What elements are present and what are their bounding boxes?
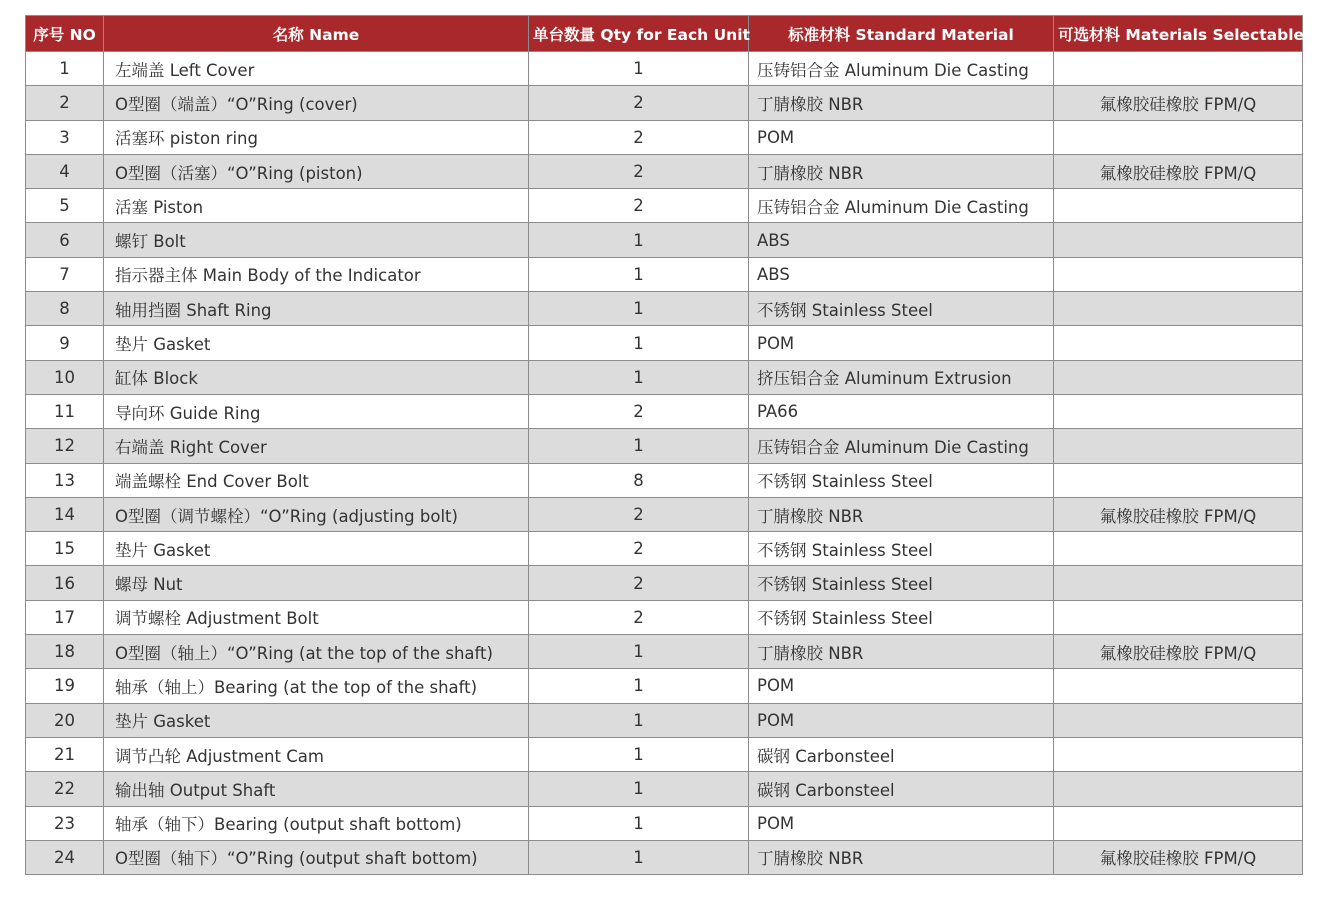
- cell-qty: 1: [529, 223, 749, 257]
- cell-no: 12: [26, 429, 104, 463]
- table-row: [26, 806, 1303, 840]
- cell-standard-material: POM: [749, 703, 1054, 737]
- cell-qty: 1: [529, 840, 749, 874]
- cell-qty: 2: [529, 120, 749, 154]
- table-row: [26, 532, 1303, 566]
- cell-standard-material: POM: [749, 326, 1054, 360]
- cell-materials-selectable: [1054, 257, 1303, 291]
- cell-no: 24: [26, 840, 104, 874]
- table-row: [26, 669, 1303, 703]
- table-row: [26, 566, 1303, 600]
- header-name: 名称 Name: [104, 16, 529, 52]
- cell-name: 左端盖 Left Cover: [104, 52, 529, 86]
- cell-name: 调节凸轮 Adjustment Cam: [104, 737, 529, 771]
- cell-standard-material: ABS: [749, 257, 1054, 291]
- cell-materials-selectable: [1054, 52, 1303, 86]
- cell-name: 螺母 Nut: [104, 566, 529, 600]
- cell-standard-material: 不锈钢 Stainless Steel: [749, 600, 1054, 634]
- cell-standard-material: ABS: [749, 223, 1054, 257]
- cell-no: 18: [26, 635, 104, 669]
- cell-no: 23: [26, 806, 104, 840]
- cell-qty: 2: [529, 394, 749, 428]
- cell-qty: 1: [529, 257, 749, 291]
- cell-standard-material: 丁腈橡胶 NBR: [749, 497, 1054, 531]
- cell-name: 导向环 Guide Ring: [104, 394, 529, 428]
- cell-qty: 1: [529, 635, 749, 669]
- cell-name: 右端盖 Right Cover: [104, 429, 529, 463]
- table-row: [26, 635, 1303, 669]
- cell-standard-material: 丁腈橡胶 NBR: [749, 154, 1054, 188]
- cell-name: 垫片 Gasket: [104, 532, 529, 566]
- table-header-row: [26, 16, 1303, 52]
- cell-standard-material: 压铸铝合金 Aluminum Die Casting: [749, 429, 1054, 463]
- cell-name: O型圈（端盖）“O”Ring (cover): [104, 86, 529, 120]
- table-row: [26, 86, 1303, 120]
- cell-standard-material: 丁腈橡胶 NBR: [749, 86, 1054, 120]
- table-body: [26, 52, 1303, 875]
- table-row: [26, 326, 1303, 360]
- cell-name: 垫片 Gasket: [104, 703, 529, 737]
- cell-name: 调节螺栓 Adjustment Bolt: [104, 600, 529, 634]
- cell-materials-selectable: [1054, 669, 1303, 703]
- cell-materials-selectable: 氟橡胶硅橡胶 FPM/Q: [1054, 635, 1303, 669]
- table-row: [26, 154, 1303, 188]
- cell-name: O型圈（调节螺栓）“O”Ring (adjusting bolt): [104, 497, 529, 531]
- table-row: [26, 52, 1303, 86]
- header-standard-material: 标准材料 Standard Material: [749, 16, 1054, 52]
- cell-standard-material: 碳钢 Carbonsteel: [749, 737, 1054, 771]
- cell-name: 轴用挡圈 Shaft Ring: [104, 292, 529, 326]
- cell-qty: 1: [529, 429, 749, 463]
- table-row: [26, 429, 1303, 463]
- cell-standard-material: 碳钢 Carbonsteel: [749, 772, 1054, 806]
- cell-name: 螺钉 Bolt: [104, 223, 529, 257]
- cell-no: 22: [26, 772, 104, 806]
- cell-qty: 1: [529, 772, 749, 806]
- cell-materials-selectable: [1054, 292, 1303, 326]
- cell-qty: 2: [529, 154, 749, 188]
- cell-standard-material: 丁腈橡胶 NBR: [749, 635, 1054, 669]
- table-row: [26, 120, 1303, 154]
- cell-qty: 1: [529, 703, 749, 737]
- cell-name: 轴承（轴下）Bearing (output shaft bottom): [104, 806, 529, 840]
- cell-name: 轴承（轴上）Bearing (at the top of the shaft): [104, 669, 529, 703]
- cell-name: O型圈（轴下）“O”Ring (output shaft bottom): [104, 840, 529, 874]
- cell-qty: 2: [529, 497, 749, 531]
- cell-name: 活塞环 piston ring: [104, 120, 529, 154]
- cell-qty: 2: [529, 86, 749, 120]
- cell-materials-selectable: [1054, 772, 1303, 806]
- cell-standard-material: 不锈钢 Stainless Steel: [749, 463, 1054, 497]
- cell-standard-material: 压铸铝合金 Aluminum Die Casting: [749, 52, 1054, 86]
- header-no: 序号 NO: [26, 16, 104, 52]
- cell-materials-selectable: [1054, 737, 1303, 771]
- cell-no: 21: [26, 737, 104, 771]
- cell-standard-material: PA66: [749, 394, 1054, 428]
- cell-name: 缸体 Block: [104, 360, 529, 394]
- cell-materials-selectable: 氟橡胶硅橡胶 FPM/Q: [1054, 840, 1303, 874]
- cell-no: 2: [26, 86, 104, 120]
- cell-name: 指示器主体 Main Body of the Indicator: [104, 257, 529, 291]
- header-materials-selectable: 可选材料 Materials Selectable: [1054, 16, 1303, 52]
- cell-materials-selectable: [1054, 532, 1303, 566]
- cell-qty: 2: [529, 600, 749, 634]
- cell-materials-selectable: [1054, 326, 1303, 360]
- cell-materials-selectable: [1054, 120, 1303, 154]
- cell-no: 15: [26, 532, 104, 566]
- cell-no: 13: [26, 463, 104, 497]
- cell-standard-material: 挤压铝合金 Aluminum Extrusion: [749, 360, 1054, 394]
- cell-qty: 1: [529, 52, 749, 86]
- table-row: [26, 703, 1303, 737]
- cell-materials-selectable: [1054, 806, 1303, 840]
- cell-standard-material: 不锈钢 Stainless Steel: [749, 566, 1054, 600]
- cell-no: 3: [26, 120, 104, 154]
- cell-no: 14: [26, 497, 104, 531]
- cell-name: 输出轴 Output Shaft: [104, 772, 529, 806]
- cell-no: 16: [26, 566, 104, 600]
- table-row: [26, 737, 1303, 771]
- cell-materials-selectable: [1054, 223, 1303, 257]
- cell-no: 17: [26, 600, 104, 634]
- table-row: [26, 497, 1303, 531]
- cell-qty: 8: [529, 463, 749, 497]
- cell-no: 11: [26, 394, 104, 428]
- cell-qty: 1: [529, 669, 749, 703]
- cell-qty: 1: [529, 806, 749, 840]
- table-row: [26, 360, 1303, 394]
- table-row: [26, 189, 1303, 223]
- cell-qty: 1: [529, 737, 749, 771]
- cell-qty: 2: [529, 566, 749, 600]
- table-row: [26, 394, 1303, 428]
- cell-name: 活塞 Piston: [104, 189, 529, 223]
- cell-no: 8: [26, 292, 104, 326]
- cell-name: 垫片 Gasket: [104, 326, 529, 360]
- cell-standard-material: 丁腈橡胶 NBR: [749, 840, 1054, 874]
- cell-materials-selectable: 氟橡胶硅橡胶 FPM/Q: [1054, 497, 1303, 531]
- cell-standard-material: 压铸铝合金 Aluminum Die Casting: [749, 189, 1054, 223]
- cell-qty: 1: [529, 360, 749, 394]
- table-row: [26, 600, 1303, 634]
- cell-materials-selectable: 氟橡胶硅橡胶 FPM/Q: [1054, 154, 1303, 188]
- cell-no: 19: [26, 669, 104, 703]
- cell-no: 20: [26, 703, 104, 737]
- table-row: [26, 292, 1303, 326]
- cell-no: 7: [26, 257, 104, 291]
- cell-no: 5: [26, 189, 104, 223]
- cell-materials-selectable: [1054, 394, 1303, 428]
- cell-standard-material: 不锈钢 Stainless Steel: [749, 532, 1054, 566]
- cell-standard-material: 不锈钢 Stainless Steel: [749, 292, 1054, 326]
- table-row: [26, 772, 1303, 806]
- header-qty: 单台数量 Qty for Each Unit: [529, 16, 749, 52]
- cell-qty: 2: [529, 532, 749, 566]
- cell-standard-material: POM: [749, 669, 1054, 703]
- cell-materials-selectable: [1054, 360, 1303, 394]
- cell-qty: 1: [529, 292, 749, 326]
- cell-materials-selectable: [1054, 600, 1303, 634]
- cell-standard-material: POM: [749, 806, 1054, 840]
- cell-name: 端盖螺栓 End Cover Bolt: [104, 463, 529, 497]
- cell-no: 1: [26, 52, 104, 86]
- cell-no: 9: [26, 326, 104, 360]
- cell-no: 10: [26, 360, 104, 394]
- table-row: [26, 463, 1303, 497]
- cell-name: O型圈（活塞）“O”Ring (piston): [104, 154, 529, 188]
- parts-table: [25, 15, 1303, 875]
- cell-materials-selectable: [1054, 463, 1303, 497]
- cell-no: 6: [26, 223, 104, 257]
- cell-qty: 1: [529, 326, 749, 360]
- cell-materials-selectable: [1054, 703, 1303, 737]
- table-row: [26, 223, 1303, 257]
- cell-materials-selectable: [1054, 429, 1303, 463]
- cell-materials-selectable: 氟橡胶硅橡胶 FPM/Q: [1054, 86, 1303, 120]
- cell-materials-selectable: [1054, 566, 1303, 600]
- cell-standard-material: POM: [749, 120, 1054, 154]
- cell-name: O型圈（轴上）“O”Ring (at the top of the shaft): [104, 635, 529, 669]
- cell-qty: 2: [529, 189, 749, 223]
- table-row: [26, 257, 1303, 291]
- table-row: [26, 840, 1303, 874]
- cell-materials-selectable: [1054, 189, 1303, 223]
- cell-no: 4: [26, 154, 104, 188]
